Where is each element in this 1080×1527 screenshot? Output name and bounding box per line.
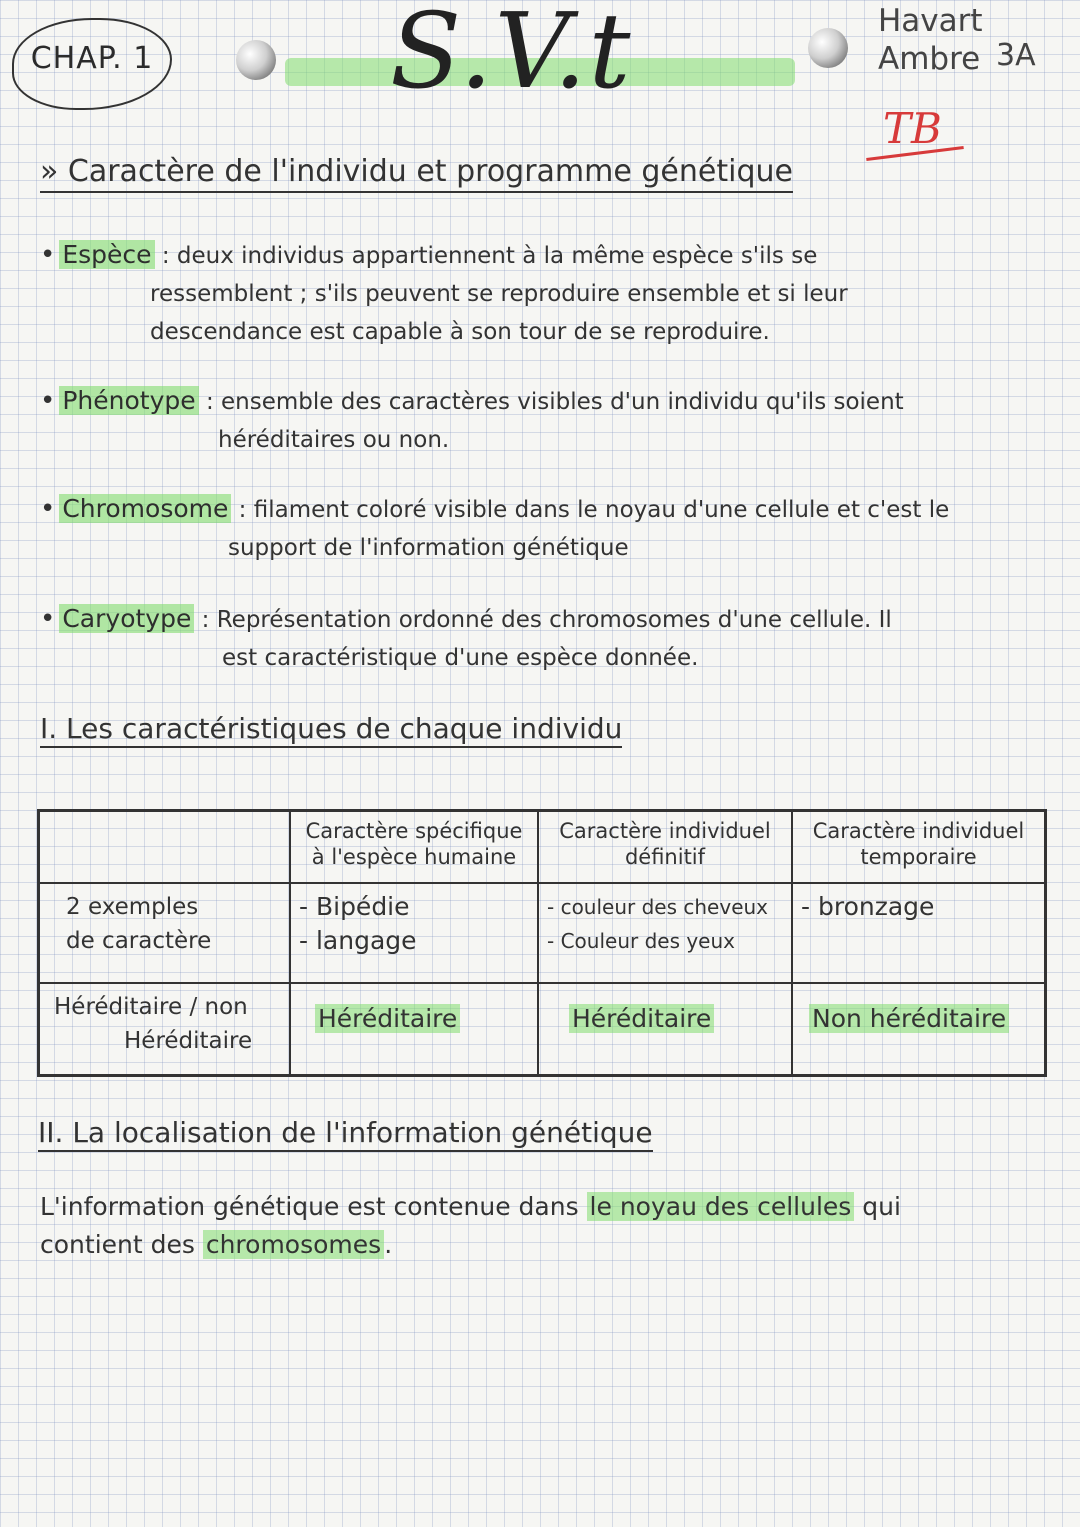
section2-text-line2: contient des — [40, 1230, 203, 1259]
definition-espece-line3: descendance est capable à son tour de se reproduire. — [150, 319, 770, 345]
table-row — [39, 883, 1046, 983]
table-header-row — [39, 811, 1046, 884]
section2-text-pre: L'information génétique est contenue dans — [40, 1192, 587, 1221]
student-name — [878, 2, 983, 78]
definition-chromosome-line1: filament coloré visible dans le noyau d'une cellule et c'est le — [253, 497, 950, 523]
section2-paragraph — [40, 1188, 901, 1264]
definition-caryotype-line2: est caractéristique d'une espèce donnée. — [222, 645, 699, 671]
cell-hereditary-temporary: Non héréditaire — [792, 983, 1046, 1076]
definition-espece-line1: deux individus appartiennent à la même espèce s'ils se — [176, 243, 818, 269]
student-name-line2: Ambre — [878, 41, 981, 77]
term-chromosome: Chromosome — [59, 494, 231, 523]
section2-text-mid: qui — [854, 1192, 901, 1221]
section2-title: II. La localisation de l'information génétique — [38, 1116, 653, 1152]
definition-chromosome: • Chromosome : filament coloré visible dans le noyau d'une cellule et c'est le support de l'information génétique — [40, 490, 949, 567]
bullet-icon: • — [40, 494, 56, 524]
table-row — [39, 983, 1046, 1076]
section1-title: I. Les caractéristiques de chaque individu — [40, 712, 622, 748]
class-label: 3A — [996, 38, 1036, 73]
definition-phenotype-line1: ensemble des caractères visibles d'un individu qu'ils soient — [221, 389, 904, 415]
cell-hereditary-definitive: Héréditaire — [538, 983, 792, 1076]
section2-text-end: . — [384, 1230, 393, 1259]
definition-caryotype: • Caryotype : Représentation ordonné des chromosomes d'une cellule. Il est caractéristique d'une espèce donnée. — [40, 600, 892, 677]
table-header-temporary: Caractère individuel temporaire — [792, 811, 1046, 884]
table-header-definitive: Caractère individuel définitif — [538, 811, 792, 884]
grade-mark: TB — [883, 104, 942, 153]
definition-espece-line2: ressemblent ; s'ils peuvent se reproduire ensemble et si leur — [150, 281, 848, 307]
section2-highlight-chromosomes: chromosomes — [203, 1230, 384, 1259]
definition-chromosome-line2: support de l'information génétique — [228, 535, 629, 561]
definition-phenotype: • Phénotype : ensemble des caractères visibles d'un individu qu'ils soient héréditaires ou non. — [40, 382, 904, 459]
definition-caryotype-line1: Représentation ordonné des chromosomes d'une cellule. Il — [216, 607, 892, 633]
characteristics-table — [37, 809, 1047, 1077]
student-name-line1: Havart — [878, 3, 983, 39]
decorative-circle-right — [808, 28, 848, 68]
row-label-hereditary: Héréditaire / non Héréditaire — [39, 983, 291, 1076]
term-espece: Espèce — [59, 240, 154, 269]
main-heading: » Caractère de l'individu et programme génétique — [40, 154, 793, 193]
bullet-icon: • — [40, 386, 56, 416]
definition-phenotype-line2: héréditaires ou non. — [218, 427, 450, 453]
decorative-circle-left — [236, 40, 276, 80]
bullet-icon: • — [40, 604, 56, 634]
definition-espece: • Espèce : deux individus appartiennent à la même espèce s'ils se ressemblent ; s'ils peuvent se reproduire ensemble et si leur descendance est capable à son tour de se reproduire. — [40, 236, 848, 351]
cell-examples-temporary: - bronzage — [792, 883, 1046, 983]
chapter-label: CHAP. 1 — [12, 18, 172, 110]
cell-examples-definitive: - couleur des cheveux - Couleur des yeux — [538, 883, 792, 983]
section2-highlight-nucleus: le noyau des cellules — [587, 1192, 855, 1221]
cell-examples-specific: - Bipédie - langage — [290, 883, 538, 983]
bullet-icon: • — [40, 240, 56, 270]
page-title: S.V.t — [390, 0, 633, 112]
row-label-examples: 2 exemples de caractère — [39, 883, 291, 983]
cell-hereditary-specific: Héréditaire — [290, 983, 538, 1076]
term-phenotype: Phénotype — [59, 386, 198, 415]
term-caryotype: Caryotype — [59, 604, 194, 633]
table-corner-cell — [39, 811, 291, 884]
table-header-specific: Caractère spécifique à l'espèce humaine — [290, 811, 538, 884]
